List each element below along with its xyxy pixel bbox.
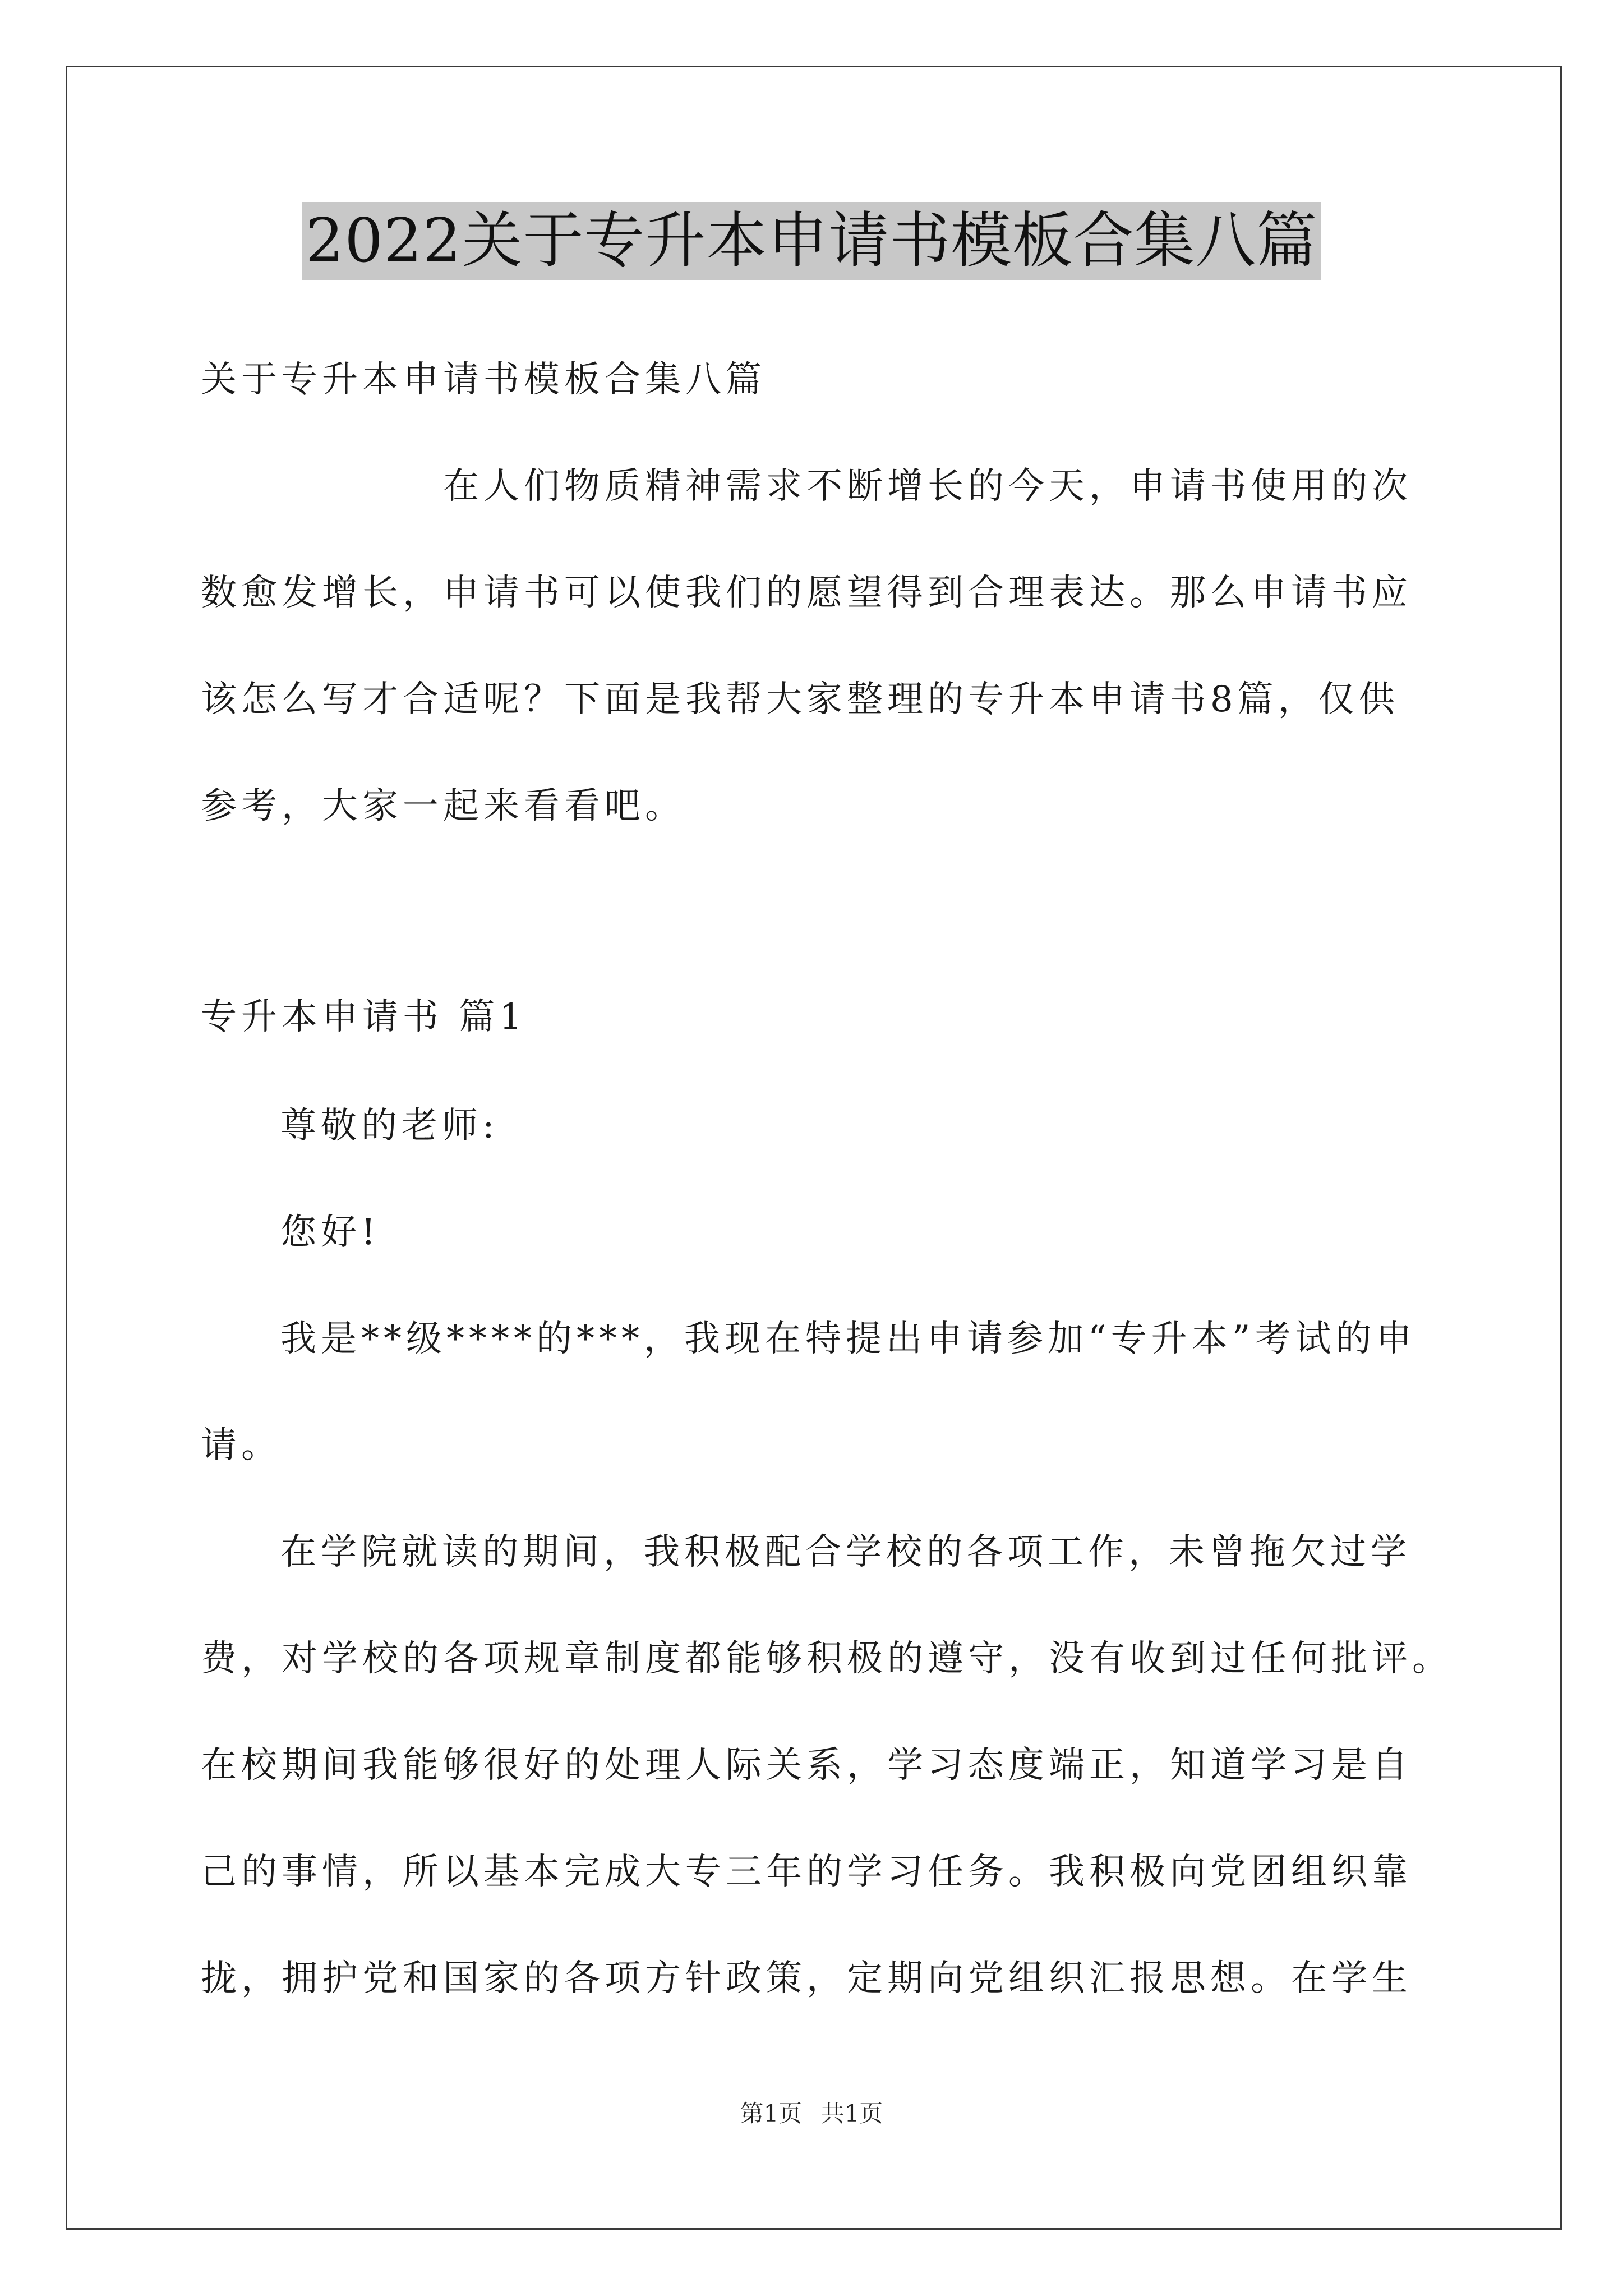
body-line: 己的事情，所以基本完成大专三年的学习任务。我积极向党团组织靠	[201, 1851, 1412, 1893]
body-line: 请。	[201, 1425, 282, 1466]
salutation: 尊敬的老师:	[280, 1105, 499, 1147]
page-number: 第1页	[740, 2100, 803, 2127]
body-line: 在人们物质精神需求不断增长的今天，申请书使用的次	[443, 466, 1412, 507]
page-total: 共1页	[820, 2100, 883, 2127]
body-line: 该怎么写才合适呢？下面是我帮大家整理的专升本申请书8篇，仅供	[201, 679, 1399, 720]
page-footer	[0, 2097, 1623, 2131]
body-line: 我是**级****的***，我现在特提出申请参加“专升本”考试的申	[280, 1318, 1417, 1360]
body-line: 在校期间我能够很好的处理人际关系，学习态度端正，知道学习是自	[201, 1745, 1412, 1786]
section-heading: 专升本申请书 篇1	[201, 996, 527, 1038]
subtitle-line: 关于专升本申请书模板合集八篇	[201, 359, 766, 401]
document-title: 2022关于专升本申请书模板合集八篇	[302, 202, 1321, 280]
body-line: 数愈发增长，申请书可以使我们的愿望得到合理表达。那么申请书应	[201, 572, 1412, 614]
body-line: 参考，大家一起来看看吧。	[201, 785, 685, 827]
greeting: 您好!	[280, 1212, 380, 1253]
title-container	[0, 202, 1623, 280]
body-line: 拢，拥护党和国家的各项方针政策，定期向党组织汇报思想。在学生	[201, 1958, 1412, 1999]
body-line: 在学院就读的期间，我积极配合学校的各项工作，未曾拖欠过学	[280, 1531, 1411, 1573]
body-line: 费，对学校的各项规章制度都能够积极的遵守，没有收到过任何批评。	[201, 1638, 1453, 1680]
